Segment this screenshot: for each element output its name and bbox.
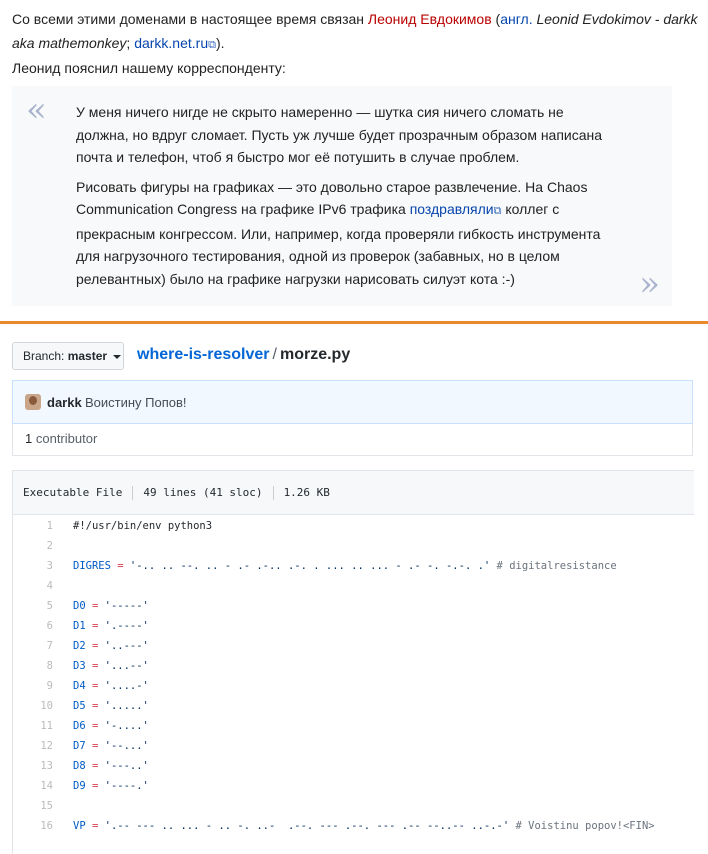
avatar[interactable]: [25, 394, 41, 410]
file-info-header: [13, 471, 694, 515]
chevron-down-icon: [113, 355, 121, 359]
code-line: [13, 616, 694, 636]
code-line: [13, 556, 694, 576]
text: Со всеми этими доменами в настоящее время связан: [12, 11, 368, 27]
string-literal: '..---': [104, 640, 149, 652]
code-line: [13, 816, 694, 836]
code-line: [13, 696, 694, 716]
operator: =: [85, 700, 105, 712]
quote-text: [76, 101, 616, 297]
link-congratulated[interactable]: [410, 201, 502, 217]
string-literal: '.----': [104, 620, 149, 632]
file-box: [12, 470, 694, 854]
line-number[interactable]: 6: [46, 620, 53, 632]
operator: =: [85, 720, 105, 732]
line-number[interactable]: 5: [46, 600, 53, 612]
variable-name: D7: [73, 740, 86, 752]
code-comment: # digitalresistance: [490, 560, 617, 572]
code-line: [13, 656, 694, 676]
line-number[interactable]: 13: [40, 760, 53, 772]
link-text: darkk.net.ru: [134, 35, 209, 51]
github-file-view: [0, 324, 708, 854]
line-code: [73, 596, 149, 616]
operator: =: [85, 660, 105, 672]
string-literal: '---..': [104, 760, 149, 772]
external-link-icon: ⧉: [208, 39, 216, 51]
code-line: [13, 636, 694, 656]
article-paragraph: [12, 7, 702, 57]
quote-paragraph-1: У меня ничего нигде не скрыто намеренно — шутка сия ничего сломать не должна, но вдруг сломает. Пусть уж лучше будет прозрачным образом написана почта и телефон, чтоб я быстро мог её потушить в случае проблем.: [76, 104, 603, 165]
blockquote: [12, 86, 672, 306]
variable-name: VP: [73, 820, 86, 832]
string-literal: '----.': [104, 780, 149, 792]
link-darkk-site[interactable]: [134, 35, 216, 51]
variable-name: D9: [73, 780, 86, 792]
code-line: [13, 596, 694, 616]
variable-name: D8: [73, 760, 86, 772]
branch-name: master: [67, 349, 108, 363]
contributors-count: 1: [25, 431, 33, 446]
line-number[interactable]: 8: [46, 660, 53, 672]
quote-paragraph-2: [76, 176, 616, 291]
file-name: morze.py: [279, 346, 351, 363]
variable-name: D3: [73, 660, 86, 672]
line-code: [73, 616, 149, 636]
code-line: [13, 576, 694, 596]
line-code: [73, 636, 149, 656]
quote-open-icon: «: [26, 90, 47, 130]
code-line: [13, 516, 694, 536]
file-type: Executable File: [23, 486, 123, 499]
line-number[interactable]: 11: [40, 720, 53, 732]
operator: =: [110, 560, 130, 572]
operator: =: [85, 620, 105, 632]
variable-name: D6: [73, 720, 86, 732]
variable-name: D5: [73, 700, 86, 712]
variable-name: D0: [73, 600, 86, 612]
text: ;: [126, 35, 135, 51]
code-line: [13, 536, 694, 556]
line-code: [73, 656, 149, 676]
contributors-label: contributor: [35, 431, 98, 446]
line-code: [73, 696, 149, 716]
text: (: [491, 11, 501, 27]
breadcrumb-separator: /: [272, 346, 277, 363]
article-section: [0, 0, 708, 322]
variable-name: D1: [73, 620, 86, 632]
file-size: 1.26 KB: [283, 486, 330, 499]
string-literal: '...--': [104, 660, 149, 672]
line-code: [73, 716, 149, 736]
line-number[interactable]: 14: [40, 780, 53, 792]
link-leonid-evdokimov[interactable]: Леонид Евдокимов: [367, 11, 492, 27]
code-comment: # Voistinu popov!<FIN>: [509, 820, 655, 832]
link-text: поздравляли: [409, 201, 494, 217]
line-code: #!/usr/bin/env python3: [73, 520, 213, 532]
branch-select-button[interactable]: [12, 342, 124, 370]
line-number[interactable]: 2: [46, 540, 53, 552]
repo-link[interactable]: where-is-resolver: [137, 346, 270, 363]
code-line: [13, 776, 694, 796]
string-literal: '....-': [104, 680, 149, 692]
commit-message-link[interactable]: Воистину Попов!: [85, 395, 187, 410]
line-number[interactable]: 10: [40, 700, 53, 712]
line-code: [73, 676, 149, 696]
operator: =: [85, 600, 105, 612]
line-code: [73, 556, 617, 576]
operator: =: [85, 680, 105, 692]
contributors-bar[interactable]: [12, 424, 693, 456]
code-line: [13, 736, 694, 756]
line-code: [73, 756, 149, 776]
link-angl[interactable]: англ.: [500, 11, 533, 27]
external-link-icon: ⧉: [493, 205, 502, 217]
string-literal: '-.. .. --. .. - .- .-.. .-. . ... .. ... - .- -. -.-. .': [129, 560, 491, 572]
code-line: [13, 796, 694, 816]
line-number[interactable]: 3: [46, 560, 53, 572]
string-literal: '.....': [104, 700, 149, 712]
string-literal: '--...': [104, 740, 149, 752]
line-code: [73, 736, 149, 756]
variable-name: DIGRES: [73, 560, 111, 572]
line-number[interactable]: 7: [46, 640, 53, 652]
text: ).: [215, 35, 225, 51]
line-number[interactable]: 15: [40, 800, 53, 812]
line-number[interactable]: 16: [40, 820, 53, 832]
text: Рисовать фигуры на графиках — это довольно старое развлечение. На Chaos Communication Congress на графике IPv6 трафика: [76, 178, 588, 217]
line-code: [73, 776, 149, 796]
code-line: [13, 716, 694, 736]
operator: =: [85, 740, 105, 752]
operator: =: [85, 640, 105, 652]
variable-name: D4: [73, 680, 86, 692]
code-line: [13, 756, 694, 776]
string-literal: '.-- --- .. ... - .. -. ..- .--. --- .--. --- .-- --..-- ..-.-': [104, 820, 510, 832]
string-literal: '-----': [104, 600, 149, 612]
line-number[interactable]: 9: [46, 680, 53, 692]
operator: =: [85, 760, 105, 772]
latin-name: Leonid Evdokimov - darkk aka mathemonkey: [12, 11, 698, 51]
operator: =: [85, 780, 105, 792]
line-number[interactable]: 4: [46, 580, 53, 592]
code-line: [13, 676, 694, 696]
commit-author-link[interactable]: darkk: [47, 395, 82, 410]
article-paragraph-2: Леонид пояснил нашему корреспонденту:: [12, 60, 286, 76]
line-number[interactable]: 1: [46, 520, 53, 532]
commit-bar: [12, 380, 693, 424]
line-number[interactable]: 12: [40, 740, 53, 752]
variable-name: D2: [73, 640, 86, 652]
text: коллег с прекрасным конгрессом. Или, например, когда проверяли гибкость инструмента для нагрузочного тестирования, одной из проверок (забавных, но в целом релевантных) было на графике нагрузки нарисовать силуэт кота :-): [76, 201, 601, 287]
breadcrumb: [137, 346, 350, 364]
branch-label: Branch:: [23, 349, 65, 363]
quote-close-icon: »: [639, 264, 660, 304]
operator: =: [85, 820, 105, 832]
line-code: [73, 816, 655, 836]
string-literal: '-....': [104, 720, 149, 732]
file-lines: 49 lines (41 sloc): [143, 486, 263, 499]
